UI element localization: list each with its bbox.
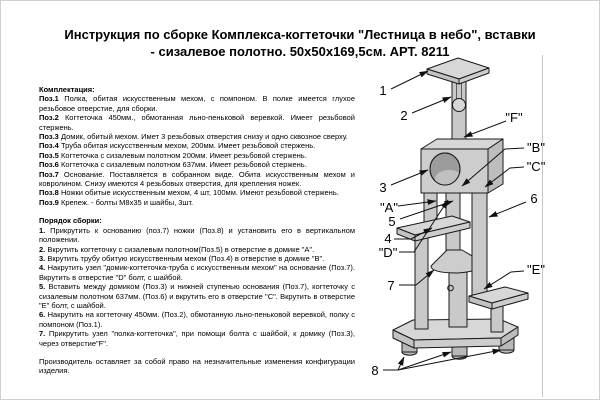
kit-item: Поз.9 Крепеж. - болты М8х35 и шайбы, 3шт. bbox=[39, 197, 194, 207]
pompom-post bbox=[452, 77, 466, 145]
callout-1: 1 bbox=[379, 83, 387, 98]
callout-8: 8 bbox=[371, 363, 379, 378]
callout-F: "F" bbox=[505, 110, 523, 125]
leader-1 bbox=[391, 71, 428, 89]
kit-item: Поз.8 Ножки обитые искусственным мехом, 4 шт, 100мм. Имеют резьбовой стержень. bbox=[39, 188, 339, 198]
callout-6: 6 bbox=[530, 191, 538, 206]
callout-7: 7 bbox=[387, 278, 395, 293]
kit-item: Поз.6 Когтеточка с сизалевым полотном 637мм. Имеет резьбовой стержень. bbox=[39, 160, 307, 170]
page-title-line1: Инструкция по сборке Комплекса-когтеточки "Лестница в небо", вставки bbox=[64, 27, 536, 42]
callout-5: 5 bbox=[388, 214, 396, 229]
kit-item: Поз.2 Когтеточка 450мм., обмотанная льно-пеньковой веревкой. Имеет резьбовой стержень. bbox=[39, 113, 355, 132]
callout-C: "C" bbox=[526, 159, 546, 174]
kit-item: Поз.4 Труба обитая искусственным мехом, 200мм. Имеет резьбовой стержень. bbox=[39, 141, 316, 151]
callout-B: "B" bbox=[527, 140, 545, 155]
assembly-step: 7. Прикрутить узел "полка-когтеточка", при помощи болта с шайбой, к домику (Поз.3), через отверстие"F". bbox=[39, 329, 355, 348]
leader-6 bbox=[489, 202, 526, 217]
top-shelf bbox=[427, 58, 489, 84]
assembly-heading: Порядок сборки: bbox=[39, 216, 102, 226]
assembly-step: 3. Вкрутить трубу обитую искусственным мехом (Поз.4) в отверстие в домике "В". bbox=[39, 253, 325, 263]
sisal-post-637 bbox=[472, 192, 487, 295]
callout-4: 4 bbox=[384, 231, 392, 246]
assembly-step: 6. Накрутить на когтеточку 450мм. (Поз.2), обмотанную льно-пеньковой веревкой, полку с помпоном (Поз.1). bbox=[39, 310, 355, 329]
callout-E: "E" bbox=[527, 262, 545, 277]
assembly-step: 2. Вкрутить когтеточку с сизалевым полотном(Поз.5) в отверстие в домике "А". bbox=[39, 244, 315, 254]
leader-E bbox=[484, 271, 524, 289]
leader-8a bbox=[383, 357, 404, 370]
callout-3: 3 bbox=[379, 180, 387, 195]
assembly-step: 4. Накрутить узел "домик-когтеточка-труба с искусственным мехом" на основание (Поз.7). Вкрутить в отверстие "D" болт, с шайбой. bbox=[39, 263, 355, 282]
page-title-line2: - сизалевое полотно. 50х50х169,5см. АРТ. 8211 bbox=[150, 43, 450, 59]
leader-F bbox=[464, 121, 506, 137]
kit-item: Поз.3 Домик, обитый мехом. Имет 3 резьбовых отверстия снизу и одно сквозное сверху. bbox=[39, 132, 348, 142]
kit-item: Поз.7 Основание. Поставляется в собранном виде. Обита искусственным мехом и ковролином. Снизу имеются 4 резьбовых отверстия, для крепления ножек. bbox=[39, 169, 355, 189]
kit-item: Поз.5 Когтеточка с сизалевым полотном 200мм. Имеет резьбовой стержень. bbox=[39, 150, 307, 160]
callout-2: 2 bbox=[400, 108, 408, 123]
kit-item: Поз.1 Полка, обитая искусственным мехом, с помпоном. В полке имеется глухое резьбовое отверстие, для сборки. bbox=[39, 94, 355, 113]
assembly-step: 1. Прикрутить к основанию (поз.7) ножки (Поз.8) и установить его в вертикальном положении. bbox=[39, 225, 355, 245]
callout-D: "D" bbox=[378, 245, 398, 260]
callout-A: "A" bbox=[380, 200, 398, 215]
assembly-step: 5. Вставить между домиком (Поз.3) и нижней ступенью основания (Поз.7), когтеточку с сизалевым полотном 637мм. (Поз.6) и вкрутить его в отверстие "С". Вкрутить в отверстие "Е" болт, с шайбой. bbox=[39, 282, 355, 310]
pompom-ball bbox=[453, 99, 466, 112]
manufacturer-note: Производитель оставляет за собой право на незначительные изменения конфигурации изделия. bbox=[39, 356, 355, 376]
kit-heading: Комплектация: bbox=[39, 85, 95, 94]
house bbox=[421, 139, 503, 193]
leader-2 bbox=[412, 97, 451, 113]
